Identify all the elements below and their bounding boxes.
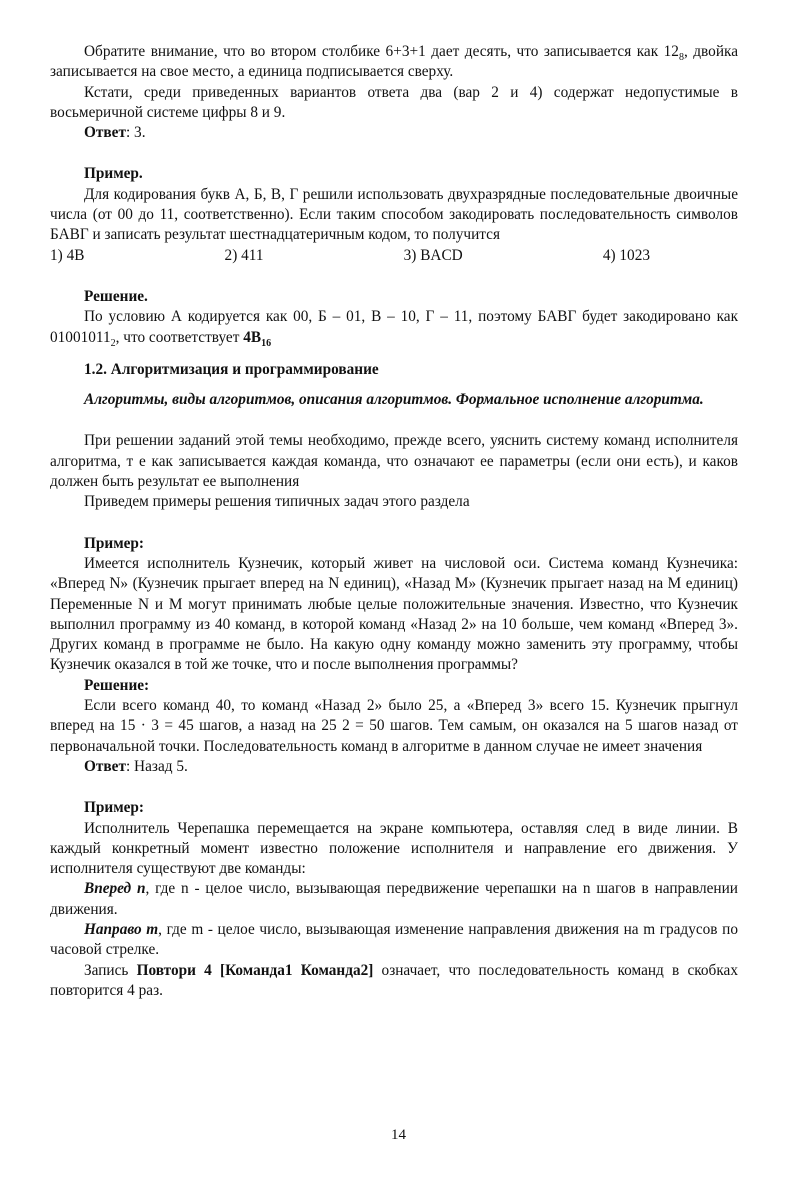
intro-paragraph: При решении заданий этой темы необходимо, прежде всего, уяснить систему команд исполнителя алгоритма, т е как записывается каждая команда, что означают ее параметры (если они есть), и каков должен быть результат ее выполнения (50, 432, 738, 491)
answer-text: : Назад 5. (125, 757, 188, 775)
solution-heading: Решение. (84, 287, 148, 305)
repeat-paragraph (50, 961, 738, 1002)
subscript: 2 (110, 337, 116, 349)
intro-paragraph: Приведем примеры решения типичных задач этого раздела (84, 493, 470, 511)
option-2: 2) 411 (224, 246, 264, 264)
subscript: 8 (678, 52, 684, 64)
solution-result: 4B (243, 328, 262, 346)
solution-text: Если всего команд 40, то команд «Назад 2» было 25, а «Вперед 3» всего 15. Кузнечик прыгнул вперед на 15 · 3 = 45 шагов, а назад на 25 2 = 50 шагов. Тем самым, он оказался на 5 шагов назад от первоначальной точки. Последовательность команд в алгоритме в данном случае не имеет значения (50, 697, 738, 755)
example-heading: Пример: (84, 799, 145, 817)
solution-body: По условию А кодируется как 00, Б – 01, В – 10, Г – 11, поэтому БАВГ будет закодировано как 01001011 (50, 308, 738, 346)
paragraph-octal-note (50, 42, 738, 83)
example-heading: Пример: (84, 534, 145, 552)
answer-line (50, 757, 738, 777)
section-subtitle: Алгоритмы, виды алгоритмов, описания алгоритмов. Формальное исполнение алгоритма. (84, 391, 704, 409)
option-1: 1) 4B (50, 246, 85, 264)
example-text: Имеется исполнитель Кузнечик, который живет на числовой оси. Система команд Кузнечика: «Вперед N» (Кузнечик прыгает вперед на N единиц), «Назад M» (Кузнечик прыгает назад на M единиц) Переменные N и M могут принимать любые целые положительные значения. Известно, что Кузнечик выполнил программу из 40 команд, в которой команд «Назад 2» на 10 больше, чем команд «Вперед 3». Других команд в программе не было. На какую одну команду можно заменить эту программу, чтобы Кузнечик оказался в той же точке, что и после выполнения программы? (50, 554, 738, 674)
option-3: 3) BACD (403, 246, 463, 264)
command-forward (50, 879, 738, 920)
answer-options (50, 246, 650, 266)
example-text: Исполнитель Черепашка перемещается на экране компьютера, оставляя след в виде линии. В каждый конкретный момент известно положение исполнителя и направление его движения. У исполнителя существуют две команды: (50, 819, 738, 878)
paragraph-octal-digits: Кстати, среди приведенных вариантов ответа два (вар 2 и 4) содержат недопустимые в восьмеричной системе цифры 8 и 9. (50, 83, 738, 121)
repeat-command: Повтори 4 [Команда1 Команда2] (136, 961, 374, 979)
answer-text: : 3. (125, 124, 146, 142)
example-text: Для кодирования букв А, Б, В, Г решили использовать двухразрядные последовательные двоичные числа (от 00 до 11, соответственно). Если таким способом закодировать последовательность символов БАВГ и записать результат шестнадцатеричным кодом, то получится (50, 185, 738, 244)
command-text: , где n - целое число, вызывающая передвижение черепашки на n шагов в направлении движения. (50, 880, 738, 918)
solution-heading: Решение: (84, 676, 150, 694)
answer-label: Ответ (84, 124, 126, 142)
paragraph-text: , двойка записывается на свое место, а единица подписывается сверху. (50, 43, 738, 81)
paragraph-text: Обратите внимание, что во втором столбике 6+3+1 дает десять, что записывается как 12 (84, 43, 679, 60)
answer-line (50, 123, 738, 143)
page-number: 14 (391, 1127, 406, 1143)
command-text: , где m - целое число, вызывающая изменение направления движения на m градусов по часовой стрелке. (50, 920, 738, 959)
example-heading: Пример. (84, 165, 143, 183)
answer-label: Ответ (84, 757, 126, 775)
command-name: Вперед n (84, 880, 146, 898)
command-right (50, 920, 738, 961)
solution-text (50, 307, 738, 348)
page-body (50, 42, 738, 1001)
subscript: 16 (261, 337, 272, 349)
repeat-pre: Запись (84, 961, 137, 979)
solution-mid: , что соответствует (115, 328, 244, 346)
section-title: 1.2. Алгоритмизация и программирование (84, 360, 379, 378)
repeat-post: означает, что последовательность команд в скобках повторится 4 раз. (50, 961, 738, 999)
command-name: Направо m (84, 920, 159, 938)
option-4: 4) 1023 (602, 246, 650, 264)
